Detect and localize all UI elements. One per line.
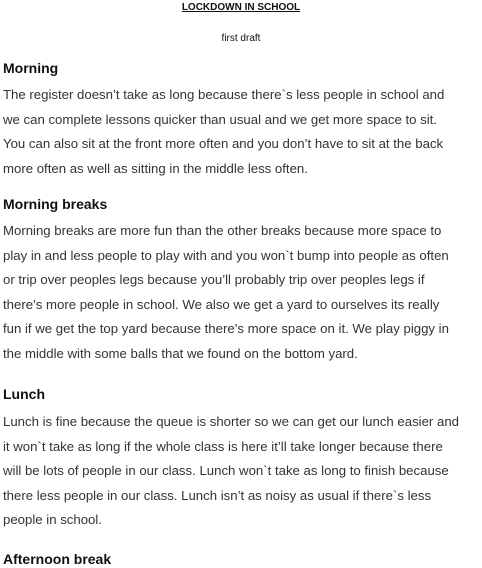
paragraph-line: Morning breaks are more fun than the other breaks because more space to [3, 223, 442, 238]
paragraph-line: fun if we get the top yard because there’s more space on it. We play piggy in [3, 321, 449, 336]
section-body-lunch [3, 410, 479, 533]
paragraph-line: we can complete lessons quicker than usual and we get more space to sit. [3, 111, 437, 127]
section-body-morning-breaks [3, 219, 479, 366]
section-heading-morning: Morning [3, 60, 59, 76]
paragraph-line: will be lots of people in our class. Lunch won`t take as long to finish because [3, 463, 449, 478]
section-heading-lunch: Lunch [3, 386, 45, 402]
paragraph-line: people in school. [3, 512, 102, 527]
document-subtitle: first draft [221, 33, 261, 44]
paragraph-line: play in and less people to play with and you won`t bump into people as often [3, 247, 449, 263]
section-heading-afternoon-break: Afternoon break [3, 551, 112, 567]
section-heading-morning-breaks: Morning breaks [3, 196, 108, 212]
paragraph-line: the middle with some balls that we found on the bottom yard. [3, 345, 358, 361]
paragraph-line: The register doesn’t take as long because there`s less people in school and [3, 87, 445, 102]
paragraph-line: there’s more people in school. We also we get a yard to ourselves its really [3, 296, 440, 312]
paragraph-line: more often as well as sitting in the middle less often. [3, 160, 308, 176]
paragraph-line: Lunch is fine because the queue is shorter so we can get our lunch easier and [3, 414, 459, 429]
paragraph-line: it won`t take as long if the whole class is here it’ll take longer because there [3, 438, 443, 454]
paragraph-line: You can also sit at the front more often and you don’t have to sit at the back [3, 136, 444, 151]
paragraph-line: there less people in our class. Lunch isn’t as noisy as usual if there`s less [3, 487, 432, 503]
document-title: LOCKDOWN IN SCHOOL [181, 2, 301, 13]
paragraph-line: or trip over peoples legs because you’ll probably trip over peoples legs if [3, 272, 425, 287]
section-body-morning [3, 83, 479, 181]
